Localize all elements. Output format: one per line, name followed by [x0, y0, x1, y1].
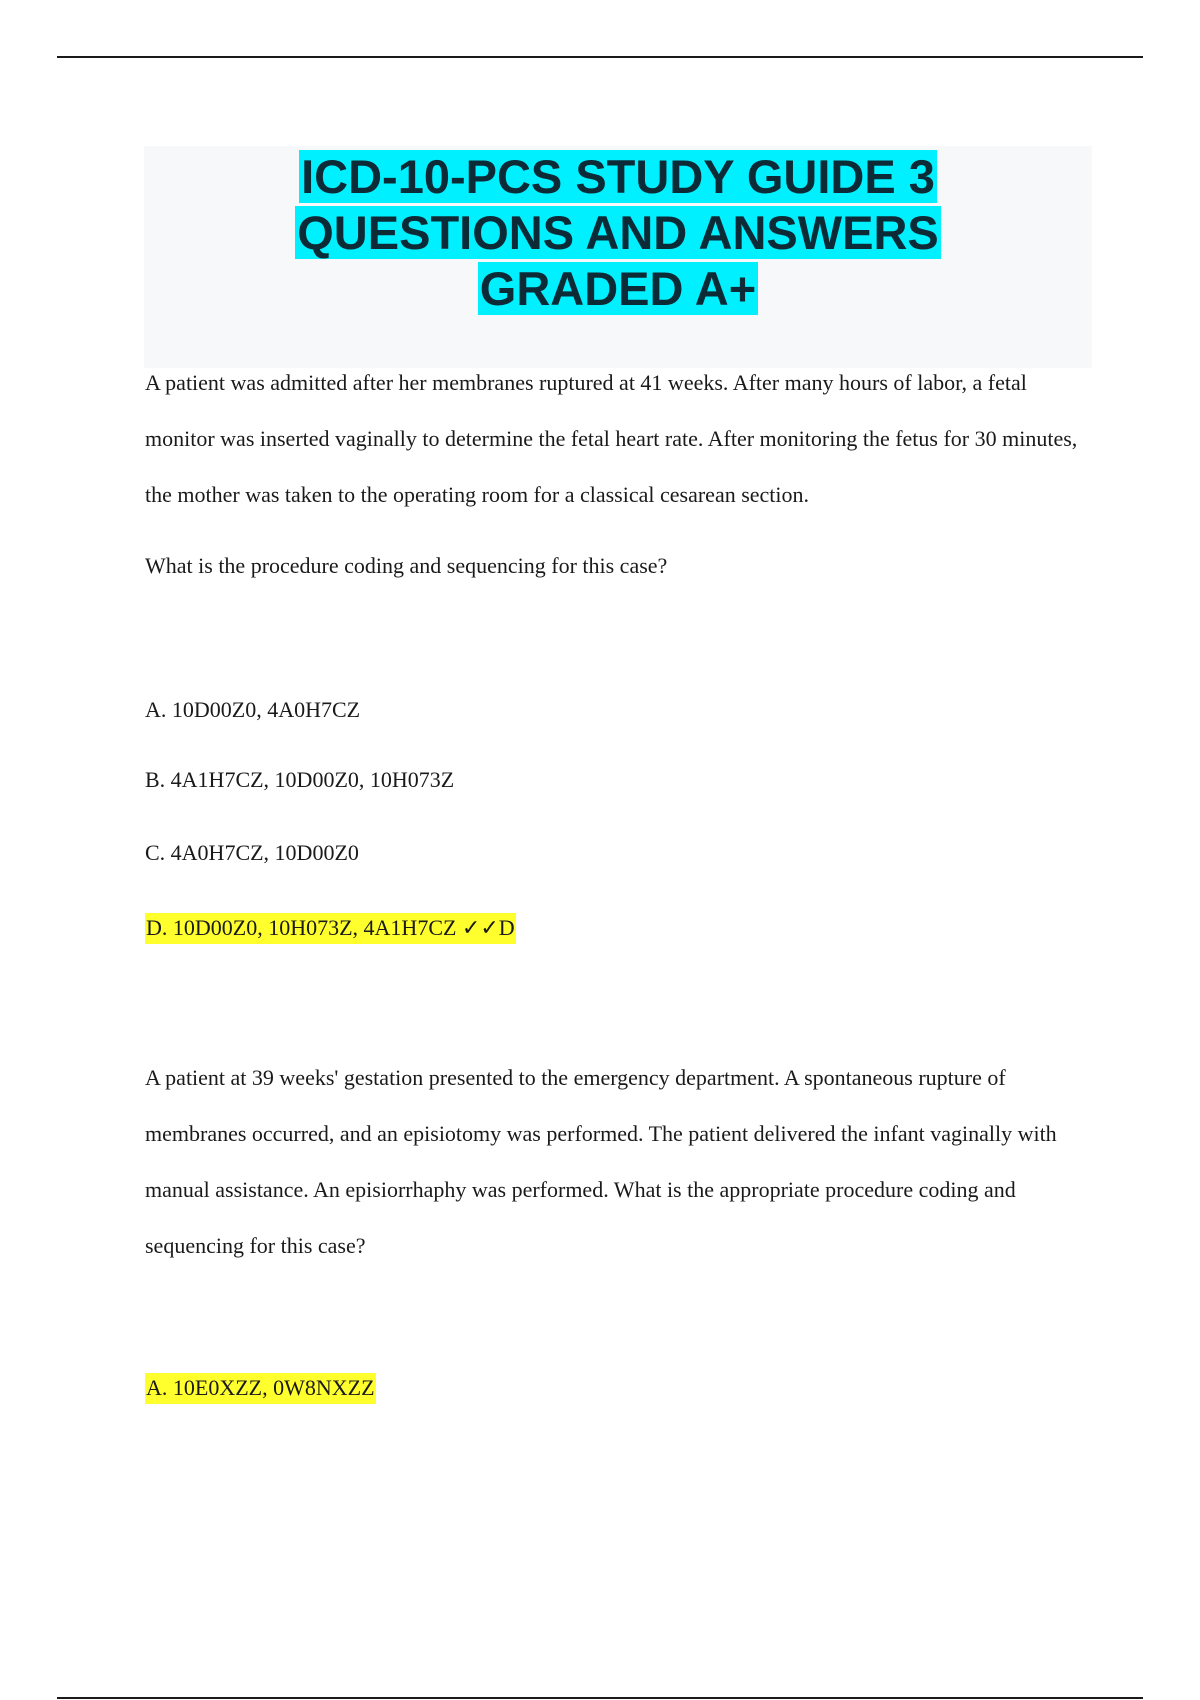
title-line-2: QUESTIONS AND ANSWERS — [297, 206, 939, 259]
question-1-option-c: C. 4A0H7CZ, 10D00Z0 — [145, 840, 359, 865]
question-1-prompt: What is the procedure coding and sequencing for this case? — [145, 553, 668, 578]
question-1-option-a: A. 10D00Z0, 4A0H7CZ — [145, 697, 361, 722]
title-line-1: ICD-10-PCS STUDY GUIDE 3 — [301, 150, 935, 203]
question-2-option-a-correct — [145, 1374, 376, 1402]
question-1-option-d-correct — [145, 914, 516, 942]
title-banner — [144, 146, 1092, 368]
answer-highlight: A. 10E0XZZ, 0W8NXZZ — [145, 1373, 376, 1404]
question-1-option-b: B. 4A1H7CZ, 10D00Z0, 10H073Z — [145, 767, 455, 792]
document-title — [144, 146, 1092, 317]
title-line-3: GRADED A+ — [479, 262, 757, 315]
bottom-rule — [57, 1697, 1143, 1699]
top-rule — [57, 56, 1143, 58]
question-1-text: A patient was admitted after her membranes ruptured at 41 weeks. After many hours of labor, a fetal monitor was inserted vaginally to determine the fetal heart rate. After monitoring the fetus for 30 minutes, the mother was taken to the operating room for a classical cesarean section. — [145, 370, 1078, 507]
question-2-text: A patient at 39 weeks' gestation presented to the emergency department. A spontaneous rupture of membranes occurred, and an episiotomy was performed. The patient delivered the infant vaginally with manual assistance. An episiorrhaphy was performed. What is the appropriate procedure coding and sequencing for this case? — [145, 1065, 1057, 1258]
answer-highlight: D. 10D00Z0, 10H073Z, 4A1H7CZ ✓✓D — [145, 913, 516, 944]
